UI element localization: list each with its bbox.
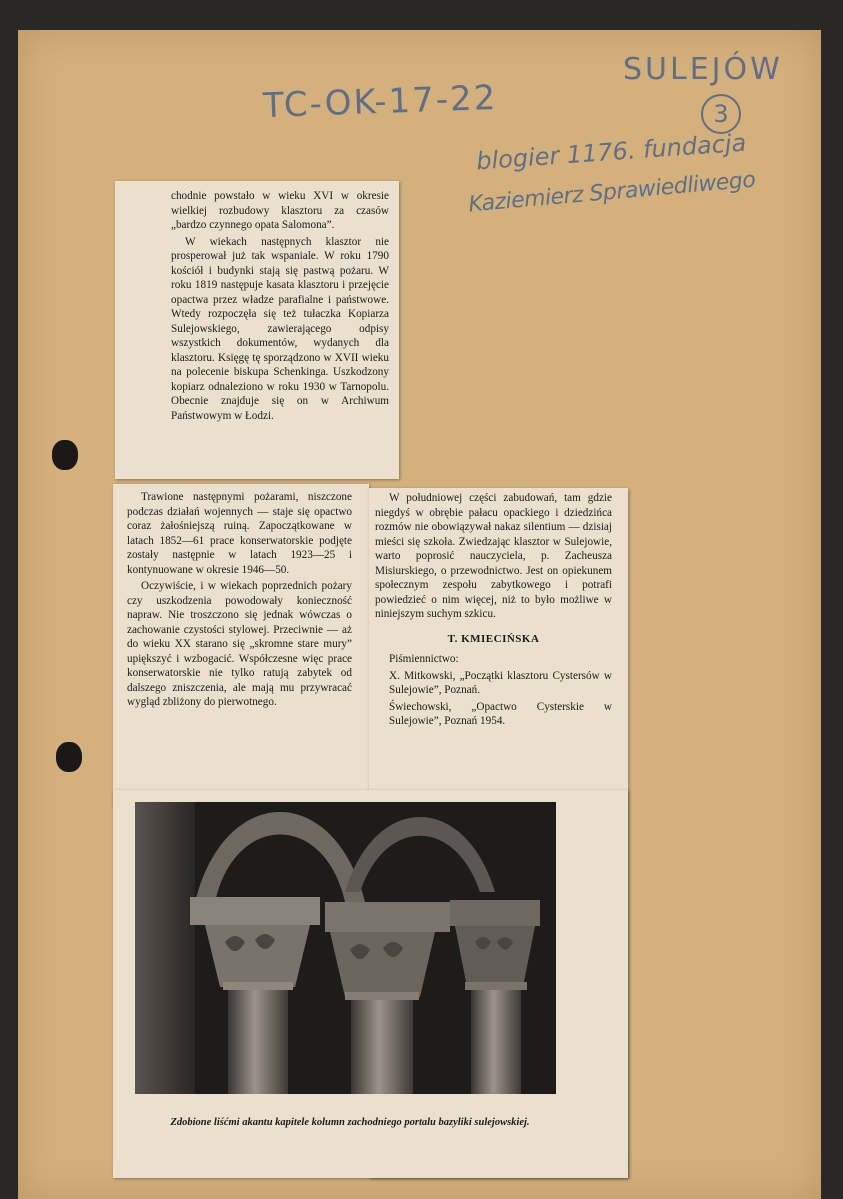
place-annotation: SULEJÓW bbox=[623, 52, 783, 87]
archive-page bbox=[18, 30, 821, 1199]
clipping-2-paragraph: Trawione następnymi pożarami, niszczone podczas działań wojennych — staje się opactwo coraz żałośniejszą ruiną. Zapoczątkowane w latach 1852—61 prace konserwatorskie podjęte zostały następnie w latach 1923—25 i kontynuowane w okresie 1946—50. bbox=[127, 491, 352, 576]
clipping-3-text bbox=[375, 491, 612, 731]
clipping-1 bbox=[115, 181, 399, 479]
clipping-1-text bbox=[171, 189, 389, 425]
clipping-2-text bbox=[127, 490, 352, 712]
clipping-3-paragraph: W południowej części zabudowań, tam gdzie niegdyś w obrębie pałacu opackiego i dziedzińca rozmów nie obowiązywał nakaz silentium — dzisiaj mieści się szkoła. Zwiedzając klasztor w Sulejowie, warto poprosić nauczyciela, p. Zacheusza Misiurskiego, o przewodnictwo. Jest on opiekunem społecznym zespołu zabytkowego i potrafi powiedzieć o nim więcej, niż to było możliwe w niniejszym suchym szkicu. bbox=[375, 492, 612, 620]
clipping-2-paragraph: Oczywiście, i w wiekach poprzednich pożary czy uszkodzenia powodowały konieczność napraw. Nie troszczono się jednak wówczas o zachowanie czystości stylowej. Przeciwnie — aż do wieku XX starano się „skromne stare mury” upiększyć i wzbogacić. Współczesne więc prace konserwatorskie nie tylko ratują zabytek od dalszego zniszczenia, ale mają mu przywracać wygląd zbliżony do pierwotnego. bbox=[127, 580, 352, 708]
page-number-annotation bbox=[701, 94, 741, 134]
clipping-1-paragraph: W wiekach następnych klasztor nie prosperował już tak wspaniale. W roku 1790 kościół i budynki stają się pastwą pożaru. W roku 1819 następuje kasata klasztoru i przejęcie opactwa przez władze parafialne i państwowe. Wtedy rozpoczęła się też tułaczka Kopiarza Sulejowskiego, zawierającego odpisy wszystkich dokumentów, wydanych dla klasztoru. Księgę tę sporządzono w XVII wieku na polecenie biskupa Schenkinga. Uszkodzony kopiarz odnaleziono w roku 1930 w Tarnopolu. Obecnie znajduje się on w Archiwum Państwowym w Łodzi. bbox=[171, 235, 389, 422]
photo-caption: Zdobione liśćmi akantu kapitele kolumn zachodniego portalu bazyliki sulejowskiej. bbox=[170, 1117, 530, 1128]
photo-illustration bbox=[135, 802, 556, 1094]
punch-hole-top bbox=[52, 440, 78, 470]
signature-code-annotation: TC-OK-17-22 bbox=[262, 77, 498, 127]
page-number: 3 bbox=[713, 100, 729, 128]
column-capitals-photo bbox=[135, 802, 556, 1094]
bibliography bbox=[375, 652, 612, 729]
punch-hole-bottom bbox=[56, 742, 82, 772]
bibliography-title: Piśmiennictwo: bbox=[389, 653, 459, 665]
clipping-2 bbox=[113, 484, 369, 806]
bibliography-item: Świechowski, „Opactwo Cysterskie w Sulejowie”, Poznań 1954. bbox=[389, 700, 612, 727]
clipping-1-paragraph: chodnie powstało w wieku XVI w okresie wielkiej rozbudowy klasztoru za czasów „bardzo czynnego opata Salomona”. bbox=[171, 190, 389, 231]
note-line-2: Kaziemierz Sprawiedliwego bbox=[467, 167, 757, 218]
bibliography-item: X. Mitkowski, „Początki klasztoru Cystersów w Sulejowie”, Poznań. bbox=[389, 669, 612, 696]
note-line-1: blogier 1176. fundacja bbox=[475, 128, 748, 176]
author-signature: T. KMIECIŃSKA bbox=[447, 632, 540, 645]
